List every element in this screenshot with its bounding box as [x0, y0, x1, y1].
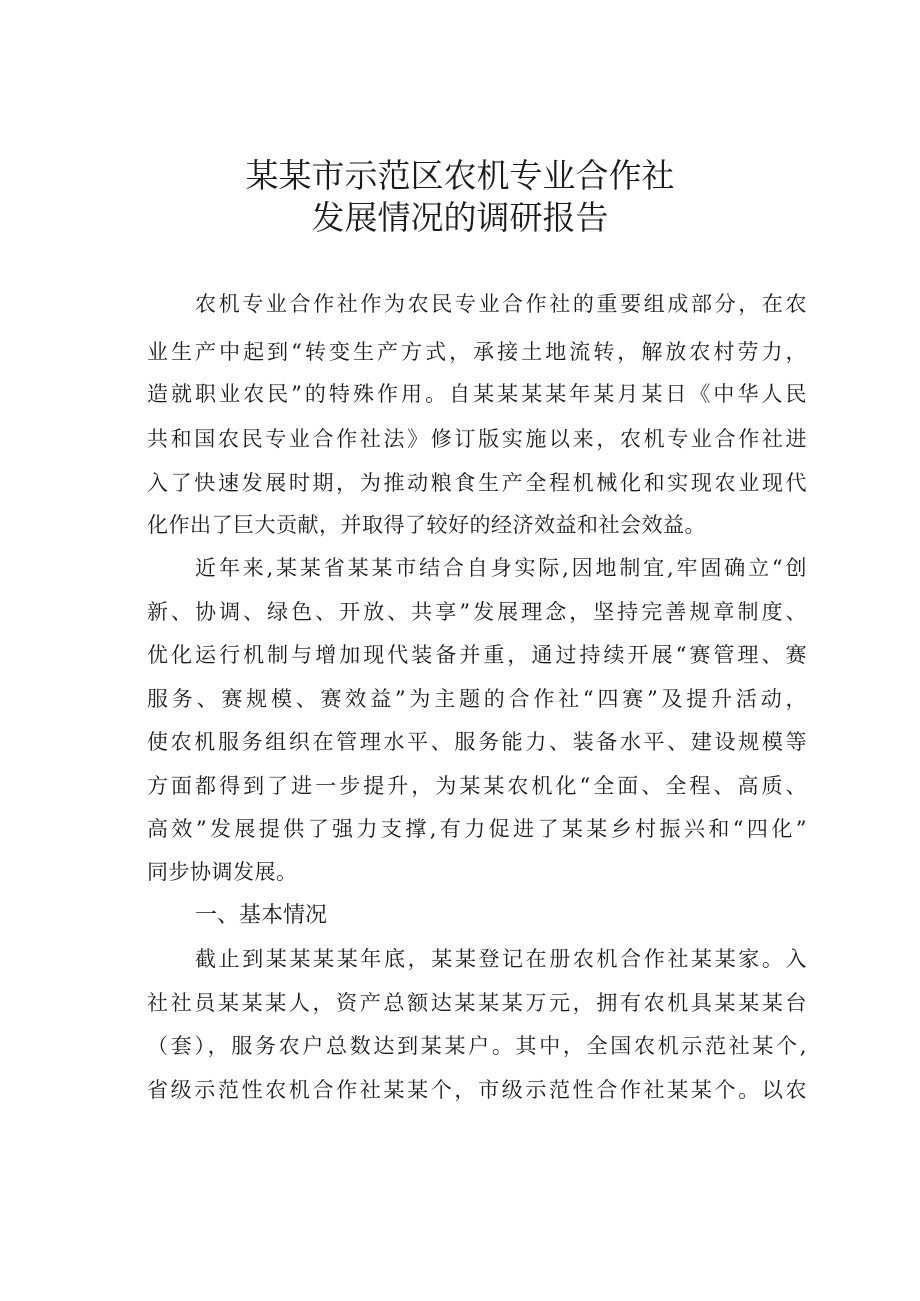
paragraph-2-line-4: 服务、赛规模、赛效益”为主题的合作社“四赛”及提升活动，	[147, 687, 807, 711]
section-1-line-2: 社社员某某某人，资产总额达某某某万元，拥有农机具某某某台	[147, 991, 807, 1015]
paragraph-1-line-3: 造就职业农民”的特殊作用。自某某某某年某月某日《中华人民	[147, 382, 807, 406]
paragraph-2-line-7: 高效”发展提供了强力支撑,有力促进了某某乡村振兴和“四化”	[147, 817, 807, 841]
paragraph-2-line-6: 方面都得到了进一步提升，为某某农机化“全面、全程、高质、	[147, 774, 807, 798]
section-1-line-3: （套），服务农户总数达到某某户。其中，全国农机示范社某个,	[147, 1034, 807, 1058]
section-1-line-4: 省级示范性农机合作社某某个，市级示范性合作社某某个。以农	[147, 1078, 807, 1102]
paragraph-1-line-1: 农机专业合作社作为农民专业合作社的重要组成部分，在农	[195, 292, 807, 316]
section-heading-basic-situation: 一、基本情况	[195, 903, 328, 928]
paragraph-1-line-4: 共和国农民专业合作社法》修订版实施以来，农机专业合作社进	[147, 427, 807, 451]
paragraph-2-line-3: 优化运行机制与增加现代装备并重，通过持续开展“赛管理、赛	[147, 643, 807, 667]
paragraph-2-line-2: 新、协调、绿色、开放、共享”发展理念，坚持完善规章制度、	[147, 600, 807, 624]
paragraph-1-line-2: 业生产中起到“转变生产方式，承接土地流转，解放农村劳力，	[147, 340, 807, 364]
paragraph-2-line-5: 使农机服务组织在管理水平、服务能力、装备水平、建设规模等	[147, 730, 807, 754]
section-1-line-1: 截止到某某某某年底，某某登记在册农机合作社某某家。入	[195, 947, 807, 971]
document-title-line-2: 发展情况的调研报告	[311, 198, 609, 237]
document-title-line-1: 某某市示范区农机专业合作社	[245, 156, 675, 195]
paragraph-2-line-8: 同步协调发展。	[147, 860, 298, 884]
paragraph-1-line-5: 入了快速发展时期，为推动粮食生产全程机械化和实现农业现代	[147, 471, 807, 495]
paragraph-1-line-6: 化作出了巨大贡献，并取得了较好的经济效益和社会效益。	[147, 513, 706, 537]
paragraph-2-line-1: 近年来,某某省某某市结合自身实际,因地制宜,牢固确立“创	[195, 556, 807, 580]
